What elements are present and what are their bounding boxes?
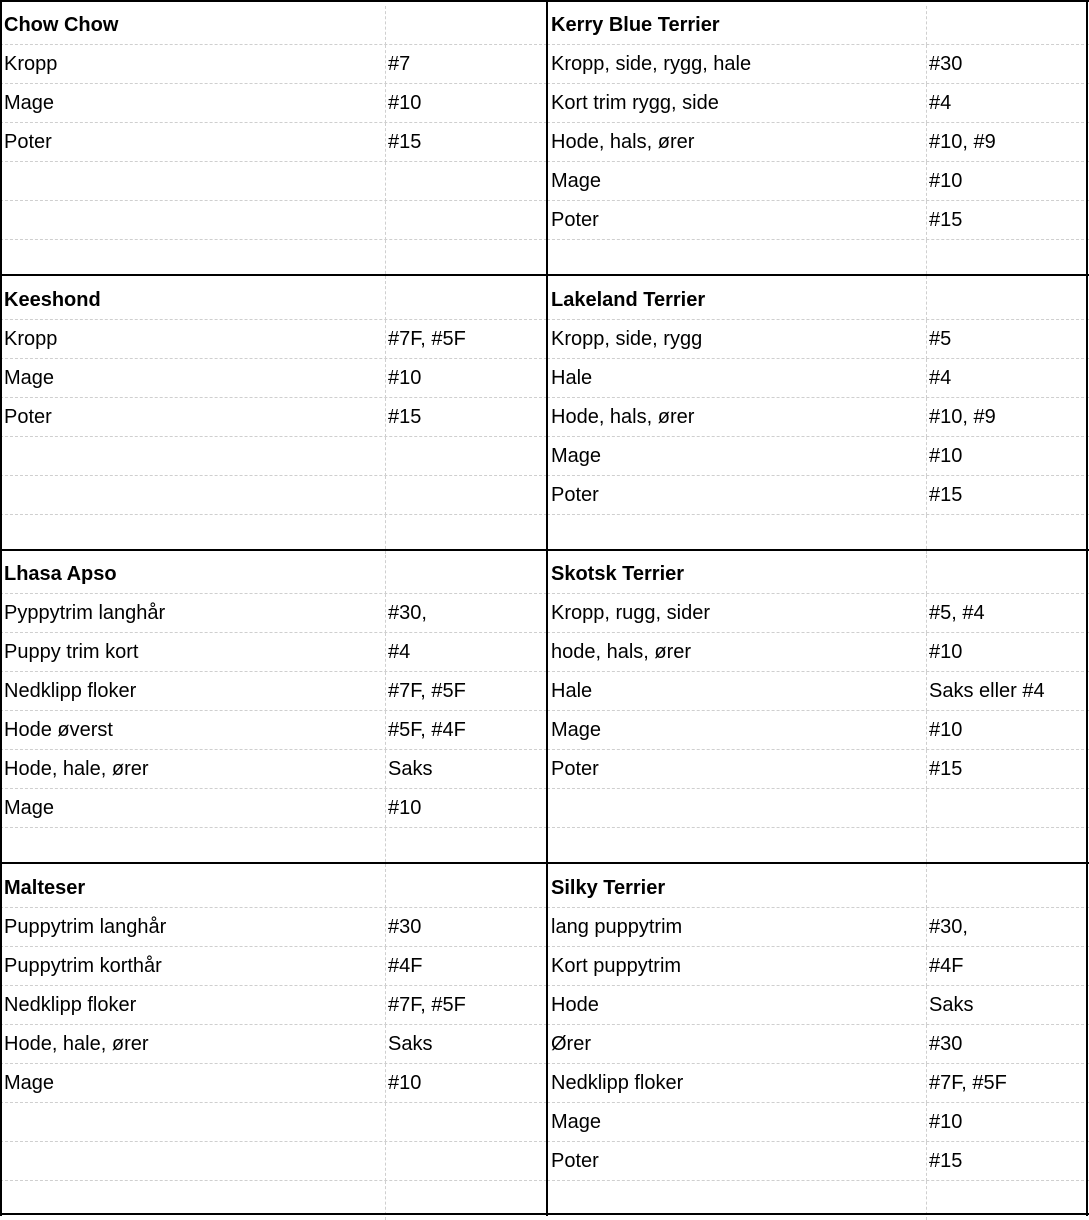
body-part-cell: Mage xyxy=(4,1072,55,1094)
breed-title-row xyxy=(0,555,547,594)
blade-cell: #5 xyxy=(926,320,1089,359)
table-row xyxy=(0,398,547,437)
body-part-cell: Hode øverst xyxy=(4,719,113,741)
table-row xyxy=(0,672,547,711)
blade-cell: #7F, #5F xyxy=(385,320,547,359)
empty-cell xyxy=(385,281,547,320)
empty-cell xyxy=(926,869,1089,908)
body-part-cell: Hode, hals, ører xyxy=(551,131,695,153)
table-row xyxy=(547,359,1089,398)
table-row xyxy=(547,162,1089,201)
blade-cell: #30, xyxy=(926,908,1089,947)
body-part-cell xyxy=(4,1142,383,1181)
body-part-cell: Mage xyxy=(551,719,602,741)
table-row xyxy=(547,672,1089,711)
blade-cell: #10 xyxy=(385,359,547,398)
blade-cell: #15 xyxy=(385,398,547,437)
body-part-cell: Poter xyxy=(551,1150,599,1172)
blade-cell: Saks xyxy=(385,1025,547,1064)
body-part-cell: Poter xyxy=(551,484,599,506)
table-row xyxy=(0,359,547,398)
body-part-cell xyxy=(4,476,383,515)
table-row xyxy=(547,750,1089,789)
body-part-cell: Kort trim rygg, side xyxy=(551,92,719,114)
blade-cell: #4 xyxy=(385,633,547,672)
blade-cell xyxy=(385,437,547,476)
section-divider xyxy=(0,549,1089,551)
body-part-cell: Mage xyxy=(4,92,55,114)
body-part-cell: Mage xyxy=(551,170,602,192)
table-row xyxy=(0,986,547,1025)
body-part-cell xyxy=(551,789,924,828)
body-part-cell: Pyppytrim langhår xyxy=(4,602,166,624)
breed-section-keeshond xyxy=(0,281,547,554)
empty-cell xyxy=(926,555,1089,594)
table-row xyxy=(0,84,547,123)
blade-cell xyxy=(385,162,547,201)
table-row xyxy=(0,45,547,84)
blade-cell: #4 xyxy=(926,359,1089,398)
body-part-cell: Poter xyxy=(551,209,599,231)
breed-title: Lhasa Apso xyxy=(4,563,117,585)
body-part-cell: Mage xyxy=(551,445,602,467)
section-divider xyxy=(0,862,1089,864)
empty-cell xyxy=(926,281,1089,320)
blade-cell: #10 xyxy=(385,789,547,828)
blade-cell: #10 xyxy=(926,711,1089,750)
breed-title: Silky Terrier xyxy=(551,877,666,899)
table-row xyxy=(547,123,1089,162)
table-row xyxy=(0,789,547,828)
body-part-cell: Kropp, rugg, sider xyxy=(551,602,710,624)
body-part-cell: Kropp xyxy=(4,328,58,350)
table-row xyxy=(0,947,547,986)
table-row xyxy=(0,908,547,947)
blade-cell: #7F, #5F xyxy=(385,672,547,711)
body-part-cell xyxy=(4,437,383,476)
blade-cell: #10 xyxy=(385,1064,547,1103)
body-part-cell: lang puppytrim xyxy=(551,916,683,938)
empty-cell xyxy=(926,6,1089,45)
table-row xyxy=(547,1064,1089,1103)
table-row xyxy=(0,594,547,633)
section-divider xyxy=(0,274,1089,276)
body-part-cell: Hode, hale, ører xyxy=(4,758,149,780)
blade-cell: #10 xyxy=(926,162,1089,201)
body-part-cell: Puppytrim langhår xyxy=(4,916,167,938)
breed-section-skotsk-terrier xyxy=(547,555,1089,867)
body-part-cell: Nedklipp floker xyxy=(551,1072,684,1094)
table-row xyxy=(0,1025,547,1064)
table-row xyxy=(0,123,547,162)
frame-top-border xyxy=(0,0,1089,2)
blade-cell: #4 xyxy=(926,84,1089,123)
breed-title: Lakeland Terrier xyxy=(551,289,706,311)
table-row xyxy=(547,437,1089,476)
blade-cell: #30, xyxy=(385,594,547,633)
breed-title: Malteser xyxy=(4,877,86,899)
frame-left-border xyxy=(0,0,2,1216)
table-row xyxy=(0,201,547,240)
table-row xyxy=(547,947,1089,986)
table-row xyxy=(0,476,547,515)
table-row xyxy=(0,711,547,750)
table-row xyxy=(547,320,1089,359)
frame-bottom-border xyxy=(0,1213,1089,1215)
body-part-cell: Mage xyxy=(551,1111,602,1133)
breed-title-row xyxy=(0,6,547,45)
breed-section-lakeland-terrier xyxy=(547,281,1089,554)
table-row xyxy=(0,1142,547,1181)
body-part-cell: Poter xyxy=(551,758,599,780)
body-part-cell: Kropp, side, rygg, hale xyxy=(551,53,752,75)
table-row xyxy=(547,398,1089,437)
body-part-cell: Hale xyxy=(551,367,593,389)
table-row xyxy=(547,908,1089,947)
breed-title: Keeshond xyxy=(4,289,101,311)
breed-title-row xyxy=(547,6,1089,45)
blade-cell: #30 xyxy=(926,45,1089,84)
table-row xyxy=(547,45,1089,84)
table-row xyxy=(0,1103,547,1142)
body-part-cell xyxy=(4,201,383,240)
body-part-cell: Poter xyxy=(4,406,52,428)
body-part-cell: Puppytrim korthår xyxy=(4,955,162,977)
breed-section-kerry-blue-terrier xyxy=(547,6,1089,279)
body-part-cell: Mage xyxy=(4,797,55,819)
body-part-cell: Hode, hale, ører xyxy=(4,1033,149,1055)
breed-section-silky-terrier xyxy=(547,869,1089,1220)
blade-cell: #15 xyxy=(926,476,1089,515)
blade-cell xyxy=(385,201,547,240)
table-row xyxy=(547,201,1089,240)
frame-center-divider xyxy=(546,0,548,1216)
blade-cell: #7F, #5F xyxy=(926,1064,1089,1103)
table-row xyxy=(0,1064,547,1103)
breed-section-lhasa-apso xyxy=(0,555,547,867)
blade-cell: #4F xyxy=(385,947,547,986)
body-part-cell: Puppy trim kort xyxy=(4,641,139,663)
table-row xyxy=(547,633,1089,672)
body-part-cell: Kropp, side, rygg xyxy=(551,328,703,350)
blade-cell: #5, #4 xyxy=(926,594,1089,633)
body-part-cell xyxy=(4,162,383,201)
blade-cell: #10 xyxy=(926,437,1089,476)
body-part-cell: Hode xyxy=(551,994,599,1016)
table-row xyxy=(547,789,1089,828)
breed-section-chow-chow xyxy=(0,6,547,279)
table-row xyxy=(0,633,547,672)
body-part-cell: Ører xyxy=(551,1033,591,1055)
table-row xyxy=(547,84,1089,123)
blade-cell: #15 xyxy=(385,123,547,162)
blade-cell xyxy=(926,789,1089,828)
empty-cell xyxy=(385,869,547,908)
table-row xyxy=(0,750,547,789)
body-part-cell: Nedklipp floker xyxy=(4,680,137,702)
table-row xyxy=(0,320,547,359)
breed-title-row xyxy=(547,555,1089,594)
table-row xyxy=(547,1103,1089,1142)
body-part-cell: Hode, hals, ører xyxy=(551,406,695,428)
blade-cell xyxy=(385,476,547,515)
table-row xyxy=(0,437,547,476)
blade-cell: #15 xyxy=(926,201,1089,240)
blade-cell xyxy=(385,1142,547,1181)
blade-cell: #10 xyxy=(926,1103,1089,1142)
body-part-cell: Nedklipp floker xyxy=(4,994,137,1016)
breed-title-row xyxy=(547,281,1089,320)
blade-cell: #10, #9 xyxy=(926,398,1089,437)
body-part-cell: Poter xyxy=(4,131,52,153)
frame-right-border xyxy=(1086,0,1088,1216)
table-row xyxy=(547,594,1089,633)
breed-section-malteser xyxy=(0,869,547,1220)
table-row xyxy=(547,986,1089,1025)
blade-cell: Saks eller #4 xyxy=(926,672,1089,711)
table-row xyxy=(0,162,547,201)
blade-cell: #7 xyxy=(385,45,547,84)
blade-cell: #30 xyxy=(385,908,547,947)
blade-cell: #4F xyxy=(926,947,1089,986)
empty-cell xyxy=(385,555,547,594)
blade-cell: Saks xyxy=(926,986,1089,1025)
body-part-cell: Hale xyxy=(551,680,593,702)
breed-title-row xyxy=(547,869,1089,908)
breed-title-row xyxy=(0,281,547,320)
breed-title: Chow Chow xyxy=(4,14,119,36)
breed-title-row xyxy=(0,869,547,908)
blade-cell: #30 xyxy=(926,1025,1089,1064)
blade-cell: #15 xyxy=(926,1142,1089,1181)
blade-cell: #15 xyxy=(926,750,1089,789)
breed-title: Kerry Blue Terrier xyxy=(551,14,720,36)
body-part-cell: Mage xyxy=(4,367,55,389)
blade-cell: #10 xyxy=(926,633,1089,672)
body-part-cell: Kort puppytrim xyxy=(551,955,682,977)
body-part-cell: hode, hals, ører xyxy=(551,641,692,663)
table-row xyxy=(547,711,1089,750)
table-row xyxy=(547,1142,1089,1181)
blade-cell: Saks xyxy=(385,750,547,789)
breed-title: Skotsk Terrier xyxy=(551,563,685,585)
empty-cell xyxy=(385,6,547,45)
blade-cell: #7F, #5F xyxy=(385,986,547,1025)
blade-cell: #5F, #4F xyxy=(385,711,547,750)
body-part-cell: Kropp xyxy=(4,53,58,75)
table-row xyxy=(547,476,1089,515)
table-row xyxy=(547,1025,1089,1064)
blade-cell xyxy=(385,1103,547,1142)
body-part-cell xyxy=(4,1103,383,1142)
blade-cell: #10, #9 xyxy=(926,123,1089,162)
blade-cell: #10 xyxy=(385,84,547,123)
